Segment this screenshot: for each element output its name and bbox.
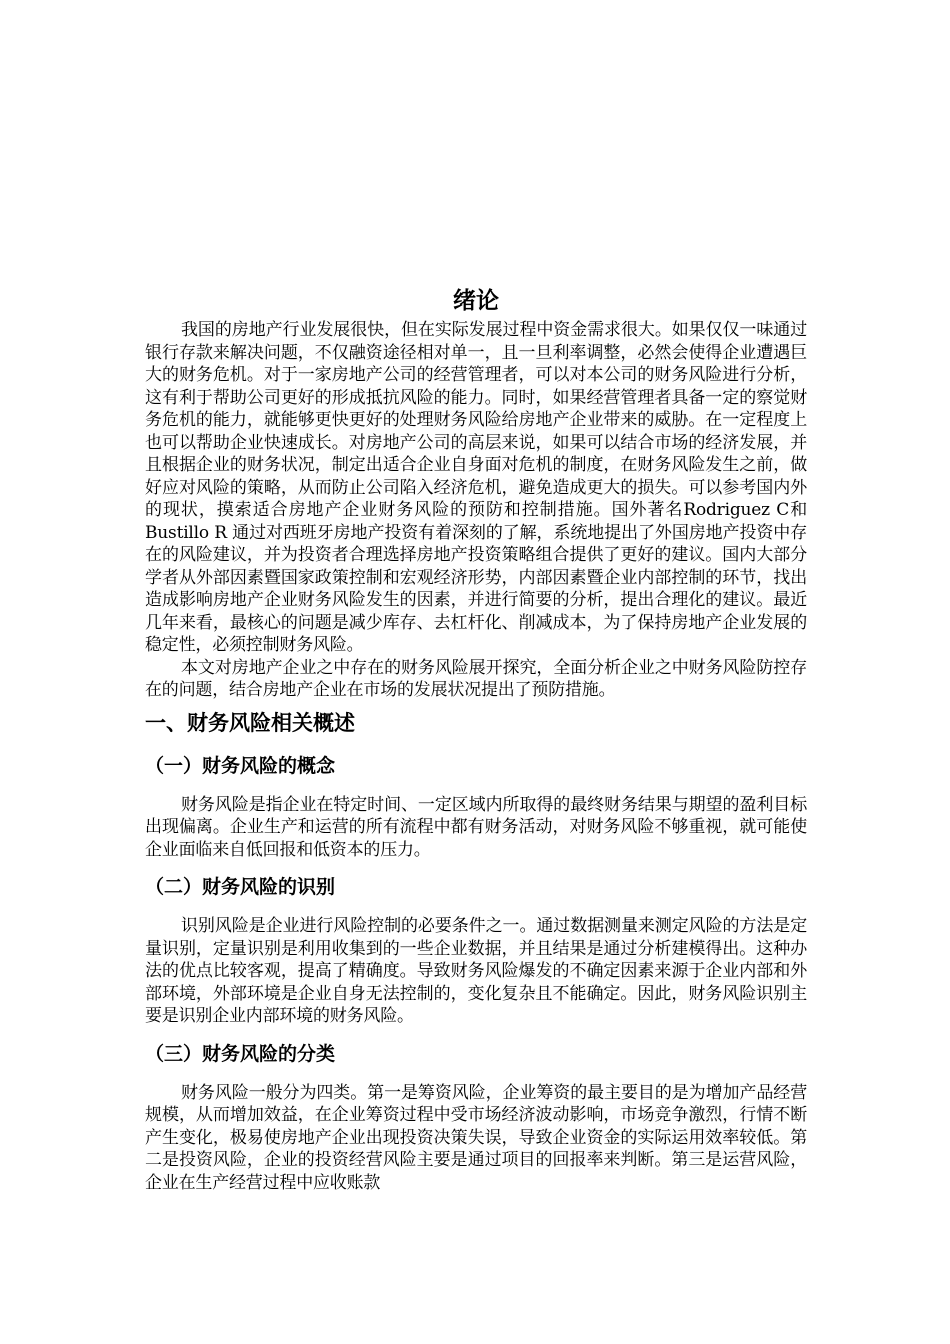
section-2-paragraph: 识别风险是企业进行风险控制的必要条件之一。通过数据测量来测定风险的方法是定量识别，定量识别是利用收集到的一些企业数据，并且结果是通过分析建模得出。这种办法的优点比较客观，提高了精确度。导致财务风险爆发的不确定因素来源于企业内部和外部环境，外部环境是企业自身无法控制的，变化复杂且不能确定。因此，财务风险识别主要是识别企业内部环境的财务风险。: [145, 916, 807, 1026]
document-title: 绪论: [453, 288, 499, 314]
intro-paragraph-2: 本文对房地产企业之中存在的财务风险展开探究，全面分析企业之中财务风险防控存在的问题，结合房地产企业在市场的发展状况提出了预防措施。: [145, 657, 807, 700]
intro-paragraph-1: 我国的房地产行业发展很快，但在实际发展过程中资金需求很大。如果仅仅一味通过银行存款来解决问题，不仅融资途径相对单一，且一旦利率调整，必然会使得企业遭遇巨大的财务危机。对于一家房地产公司的经营管理者，可以对本公司的财务风险进行分析，这有利于帮助公司更好的形成抵抗风险的能力。同时，如果经营管理者具备一定的察觉财务危机的能力，就能够更快更好的处理财务风险给房地产企业带来的威胁。在一定程度上也可以帮助企业快速成长。对房地产公司的高层来说，如果可以结合市场的经济发展，并且根据企业的财务状况，制定出适合企业自身面对危机的制度，在财务风险发生之前，做好应对风险的策略，从而防止公司陷入经济危机，避免造成更大的损失。可以参考国内外的现状，摸索适合房地产企业财务风险的预防和控制措施。国外著名Rodriguez C和Bustillo R 通过对西班牙房地产投资有着深刻的了解，系统地提出了外国房地产投资中存在的风险建议，并为投资者合理选择房地产投资策略组合提供了更好的建议。国内大部分学者从外部因素暨国家政策控制和宏观经济形势，内部因素暨企业内部控制的环节，找出造成影响房地产企业财务风险发生的因素，并进行简要的分析，提出合理化的建议。最近几年来看，最核心的问题是减少库存、去杠杆化、削减成本，为了保持房地产企业发展的稳定性，必须控制财务风险。: [145, 320, 807, 655]
section-1-heading: （一）财务风险的概念: [145, 754, 336, 777]
section-1-paragraph: 财务风险是指企业在特定时间、一定区域内所取得的最终财务结果与期望的盈利目标出现偏离。企业生产和运营的所有流程中都有财务活动，对财务风险不够重视，就可能使企业面临来自低回报和低资本的压力。: [145, 794, 807, 860]
chapter-1-heading: 一、财务风险相关概述: [145, 710, 355, 735]
section-3-heading: （三）财务风险的分类: [145, 1042, 336, 1065]
section-3-paragraph: 财务风险一般分为四类。第一是筹资风险，企业筹资的最主要目的是为增加产品经营规模，从而增加效益，在企业筹资过程中受市场经济波动影响，市场竞争激烈，行情不断产生变化，极易使房地产企业出现投资决策失误，导致企业资金的实际运用效率较低。第二是投资风险，企业的投资经营风险主要是通过项目的回报率来判断。第三是运营风险，企业在生产经营过程中应收账款: [145, 1082, 807, 1193]
document-page: [145, 285, 807, 1206]
section-2-heading: （二）财务风险的识别: [145, 876, 336, 898]
